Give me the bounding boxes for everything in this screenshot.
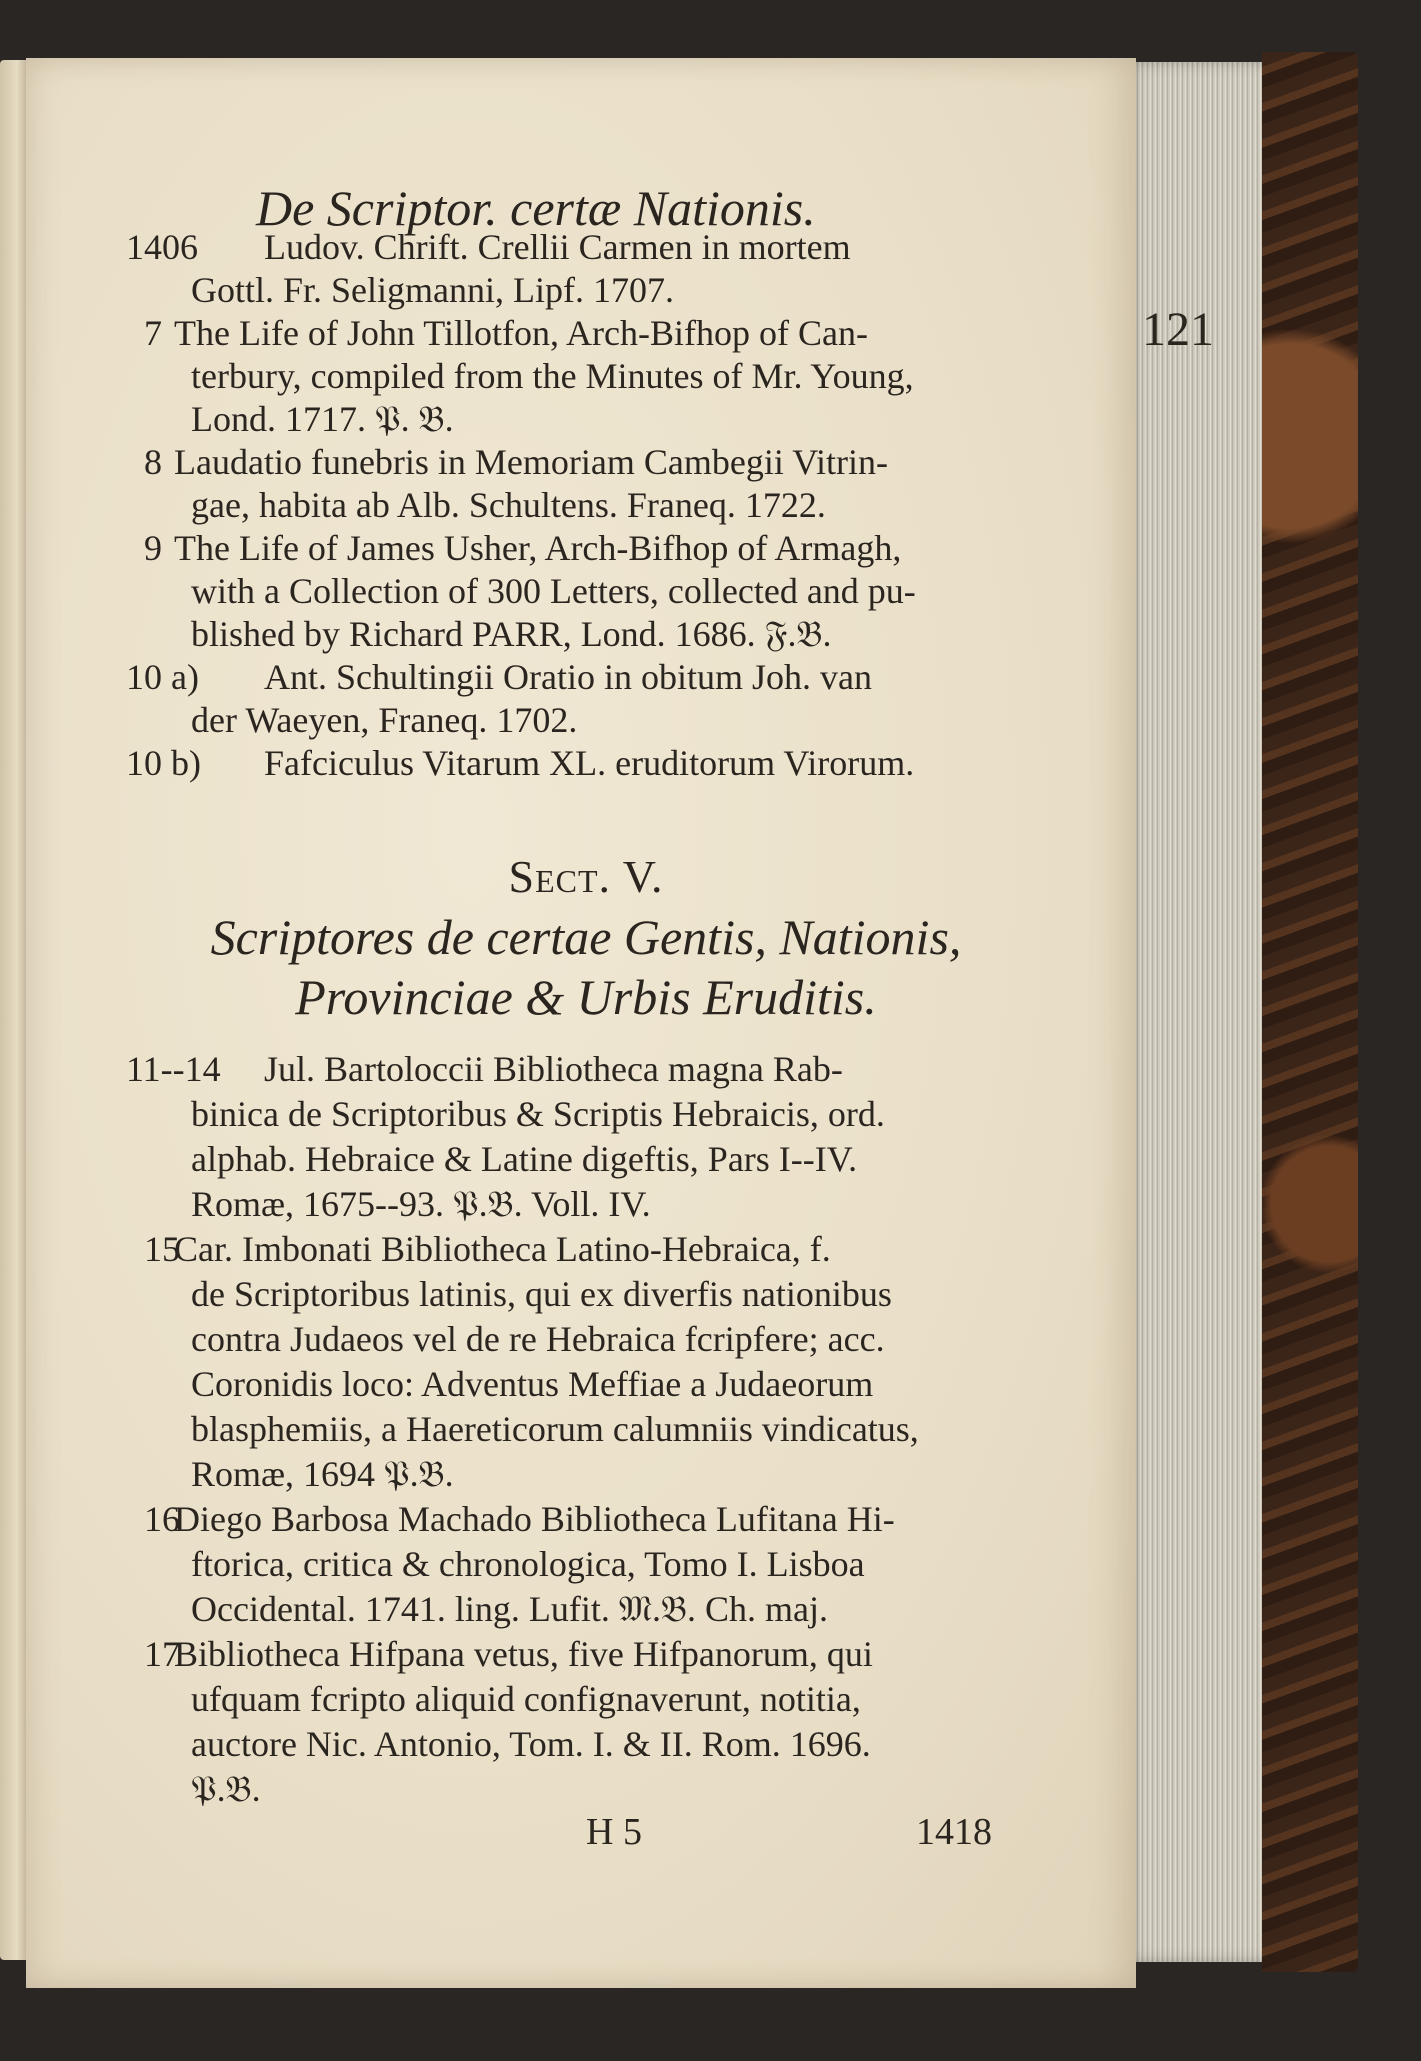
entry-line: The Life of John Tillotfon, Arch-Bifhop of Can- bbox=[174, 313, 868, 353]
section-subtitle-line2: Provinciae & Urbis Eruditis. bbox=[295, 969, 877, 1025]
entry-number: 8 bbox=[144, 442, 162, 482]
catchword: 1418 bbox=[916, 1811, 992, 1853]
entry-line: Ant. Schultingii Oratio in obitum Joh. van bbox=[264, 657, 872, 697]
entry-number: 10 b) bbox=[126, 743, 201, 783]
entry-line: der Waeyen, Franeq. 1702. bbox=[191, 700, 578, 740]
entry-number: 1406 bbox=[126, 227, 198, 267]
entry-number: 17 bbox=[144, 1634, 180, 1674]
entry-line: Bibliotheca Hifpana vetus, five Hifpanorum, qui bbox=[174, 1634, 873, 1674]
entry-line: Diego Barbosa Machado Bibliotheca Lufitana Hi- bbox=[174, 1499, 895, 1539]
entry-line: Occidental. 1741. ling. Lufit. 𝔐.𝔅. Ch. maj. bbox=[191, 1589, 829, 1629]
entry-number: 16 bbox=[144, 1499, 180, 1539]
entry-line: gae, habita ab Alb. Schultens. Franeq. 1722. bbox=[191, 485, 826, 525]
section-heading: Sect. V. bbox=[508, 851, 664, 902]
entry-number: 9 bbox=[144, 528, 162, 568]
entry-line: Jul. Bartoloccii Bibliotheca magna Rab- bbox=[264, 1049, 843, 1089]
page-content bbox=[26, 58, 1214, 1988]
entry-number: 10 a) bbox=[126, 657, 199, 697]
entry-line: contra Judaeos vel de re Hebraica fcripfere; acc. bbox=[191, 1319, 885, 1359]
entry-line: Romæ, 1675--93. 𝔓.𝔅. Voll. IV. bbox=[191, 1184, 651, 1224]
entry-line: binica de Scriptoribus & Scriptis Hebraicis, ord. bbox=[191, 1094, 885, 1134]
entry-line: Car. Imbonati Bibliotheca Latino-Hebraica, f. bbox=[174, 1229, 831, 1269]
book-page bbox=[26, 58, 1214, 1988]
running-title: De Scriptor. certæ Nationis. bbox=[256, 180, 816, 236]
entry-line: Romæ, 1694 𝔓.𝔅. bbox=[191, 1454, 454, 1494]
entry-number: 7 bbox=[144, 313, 162, 353]
page-number: 121 bbox=[1142, 303, 1214, 356]
entry-line: blished by Richard PARR, Lond. 1686. 𝔉.𝔅. bbox=[191, 614, 832, 654]
entry-line: Ludov. Chrift. Crellii Carmen in mortem bbox=[264, 227, 851, 267]
entry-number: 11--14 bbox=[126, 1049, 221, 1089]
book-cover bbox=[1262, 52, 1358, 1972]
entry-line: ufquam fcripto aliquid confignaverunt, notitia, bbox=[191, 1679, 861, 1719]
entry-line: de Scriptoribus latinis, qui ex diverfis nationibus bbox=[191, 1274, 892, 1314]
entry-line: Coronidis loco: Adventus Meffiae a Judaeorum bbox=[191, 1364, 874, 1404]
section-subtitle-line1: Scriptores de certae Gentis, Nationis, bbox=[210, 909, 962, 965]
entry-line: ftorica, critica & chronologica, Tomo I. Lisboa bbox=[191, 1544, 865, 1584]
entry-line: auctore Nic. Antonio, Tom. I. & II. Rom. 1696. bbox=[191, 1724, 871, 1764]
entry-line: terbury, compiled from the Minutes of Mr. Young, bbox=[191, 356, 914, 396]
entry-number: 15 bbox=[144, 1229, 180, 1269]
entry-line: blasphemiis, a Haereticorum calumniis vindicatus, bbox=[191, 1409, 919, 1449]
entry-line: Laudatio funebris in Memoriam Cambegii Vitrin- bbox=[174, 442, 889, 482]
entry-line: alphab. Hebraice & Latine digeftis, Pars I--IV. bbox=[191, 1139, 858, 1179]
entry-line: 𝔓.𝔅. bbox=[191, 1769, 261, 1809]
entry-line: Gottl. Fr. Seligmanni, Lipf. 1707. bbox=[191, 270, 674, 310]
entry-line: The Life of James Usher, Arch-Bifhop of Armagh, bbox=[174, 528, 902, 568]
left-page-edge bbox=[0, 60, 28, 1960]
entry-line: Fafciculus Vitarum XL. eruditorum Virorum. bbox=[264, 743, 915, 783]
signature-mark: H 5 bbox=[586, 1811, 642, 1853]
entry-line: with a Collection of 300 Letters, collected and pu- bbox=[191, 571, 916, 611]
entry-line: Lond. 1717. 𝔓. 𝔅. bbox=[191, 399, 454, 439]
